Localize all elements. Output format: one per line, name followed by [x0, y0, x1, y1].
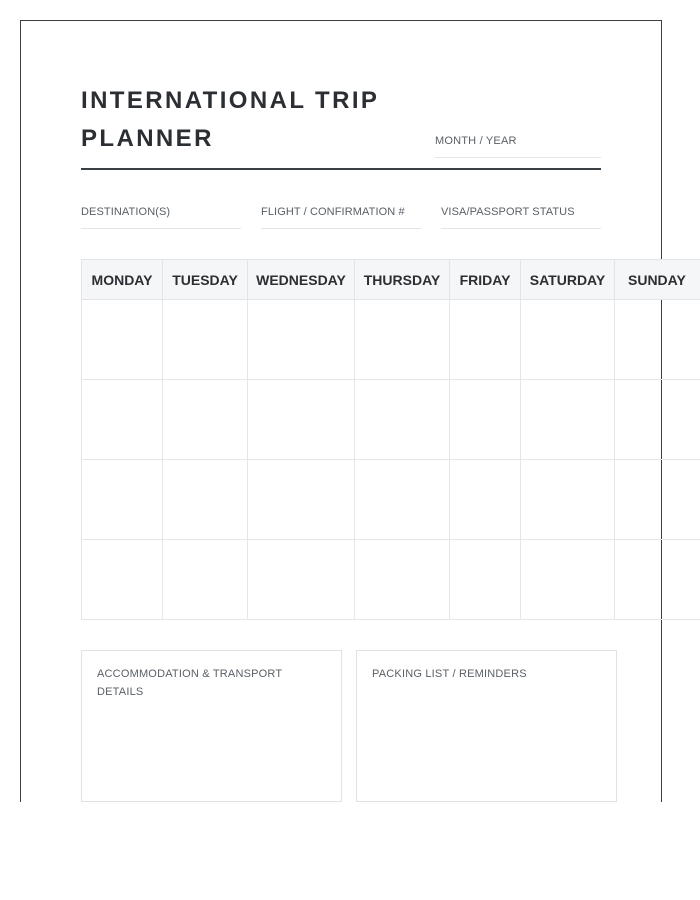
calendar-day-cell[interactable]	[163, 540, 248, 620]
day-header-thursday: THURSDAY	[355, 260, 450, 300]
calendar-week-row	[82, 380, 700, 460]
calendar-week-row	[82, 300, 700, 380]
calendar-day-cell[interactable]	[615, 460, 700, 540]
destination-field[interactable]: DESTINATION(S)	[81, 206, 241, 229]
calendar-week-row	[82, 540, 700, 620]
calendar-day-cell[interactable]	[355, 380, 450, 460]
calendar-week-row	[82, 460, 700, 540]
calendar-day-cell[interactable]	[521, 460, 615, 540]
calendar-day-cell[interactable]	[521, 380, 615, 460]
calendar-day-cell[interactable]	[248, 540, 355, 620]
calendar-grid	[81, 259, 700, 620]
packing-list-label: PACKING LIST / REMINDERS	[372, 668, 527, 680]
day-header-saturday: SATURDAY	[521, 260, 615, 300]
calendar-day-cell[interactable]	[450, 460, 521, 540]
flight-confirmation-field[interactable]: FLIGHT / CONFIRMATION #	[261, 206, 421, 229]
calendar-day-cell[interactable]	[450, 300, 521, 380]
calendar-day-cell[interactable]	[82, 540, 163, 620]
calendar-day-cell[interactable]	[521, 300, 615, 380]
calendar-day-cell[interactable]	[450, 380, 521, 460]
accommodation-transport-label: ACCOMMODATION & TRANSPORT DETAILS	[97, 668, 283, 698]
calendar-day-cell[interactable]	[248, 300, 355, 380]
day-header-sunday: SUNDAY	[615, 260, 700, 300]
packing-list-box[interactable]	[356, 650, 617, 802]
calendar-day-cell[interactable]	[163, 460, 248, 540]
day-header-monday: MONDAY	[82, 260, 163, 300]
calendar-day-cell[interactable]	[82, 380, 163, 460]
calendar-day-cell[interactable]	[355, 460, 450, 540]
month-year-field[interactable]: MONTH / YEAR	[435, 135, 601, 158]
calendar-day-cell[interactable]	[615, 540, 700, 620]
visa-passport-field[interactable]: VISA/PASSPORT STATUS	[441, 206, 601, 229]
weekly-calendar	[81, 259, 700, 621]
calendar-day-cell[interactable]	[615, 380, 700, 460]
calendar-day-cell[interactable]	[248, 380, 355, 460]
calendar-day-cell[interactable]	[248, 460, 355, 540]
calendar-day-cell[interactable]	[615, 300, 700, 380]
accommodation-transport-box[interactable]	[81, 650, 342, 802]
day-header-tuesday: TUESDAY	[163, 260, 248, 300]
day-header-wednesday: WEDNESDAY	[248, 260, 355, 300]
calendar-day-cell[interactable]	[355, 300, 450, 380]
calendar-day-cell[interactable]	[82, 460, 163, 540]
day-header-friday: FRIDAY	[450, 260, 521, 300]
calendar-body	[82, 300, 700, 620]
calendar-day-cell[interactable]	[521, 540, 615, 620]
calendar-day-cell[interactable]	[82, 300, 163, 380]
calendar-day-cell[interactable]	[163, 380, 248, 460]
page-title: INTERNATIONAL TRIP PLANNER	[81, 87, 379, 152]
calendar-day-cell[interactable]	[450, 540, 521, 620]
day-header-row	[82, 260, 700, 300]
calendar-day-cell[interactable]	[163, 300, 248, 380]
calendar-day-cell[interactable]	[355, 540, 450, 620]
title-divider	[81, 168, 601, 170]
